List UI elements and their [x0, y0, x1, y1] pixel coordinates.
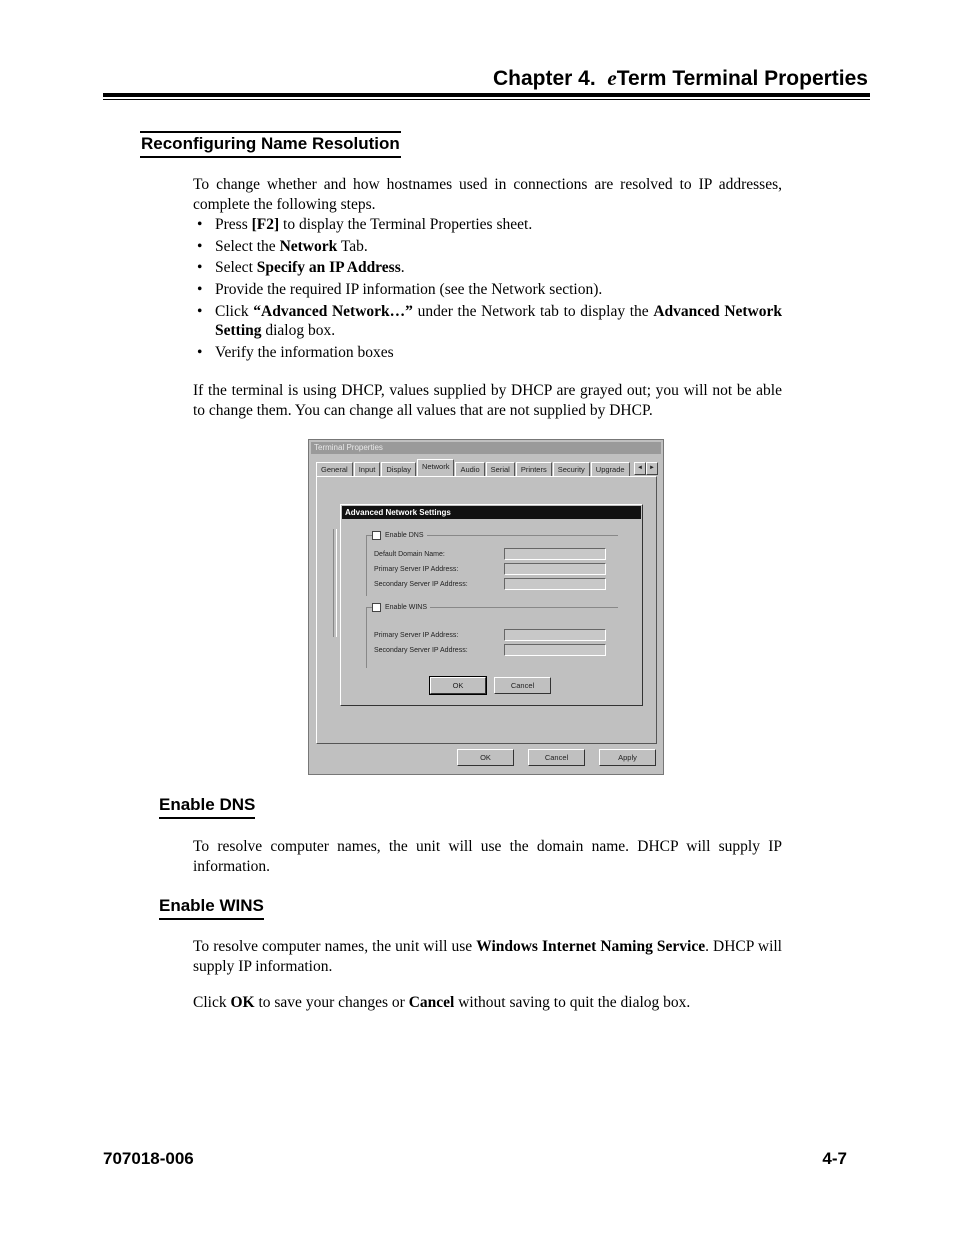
- checkbox-icon: [372, 531, 381, 540]
- chapter-title: [493, 66, 868, 91]
- enable-dns-checkbox[interactable]: Enable DNS: [372, 531, 427, 540]
- list-item: • Select Specify an IP Address.: [193, 258, 782, 278]
- dhcp-note: If the terminal is using DHCP, values supplied by DHCP are grayed out; you will not be able to change them. You can change all values that are not supplied by DHCP.: [193, 382, 782, 419]
- list-item: • Press [F2] to display the Terminal Properties sheet.: [193, 215, 782, 235]
- panel-divider: [333, 529, 337, 637]
- chapter-prefix: Chapter 4.: [492, 67, 596, 90]
- default-domain-name-field: Default Domain Name:: [374, 548, 610, 561]
- header-rule-thin: [103, 99, 870, 100]
- terminal-properties-screenshot: [308, 439, 664, 775]
- window-titlebar: Terminal Properties: [311, 442, 661, 454]
- list-item: • Provide the required IP information (see the Network section).: [193, 280, 782, 300]
- tab-scroll-arrows: [634, 462, 658, 475]
- tab-scroll-left-icon[interactable]: ◄: [634, 462, 646, 475]
- dialog-title: Advanced Network Settings: [342, 506, 641, 519]
- closing-paragraph: Click OK to save your changes or Cancel without saving to quit the dialog box.: [193, 994, 691, 1011]
- enable-wins-checkbox[interactable]: Enable WINS: [372, 603, 430, 612]
- tab-display[interactable]: Display: [381, 462, 416, 476]
- dns-primary-ip-field: Primary Server IP Address:: [374, 563, 610, 576]
- dns-secondary-ip-field: Secondary Server IP Address:: [374, 578, 610, 591]
- chapter-e-letter: e: [607, 66, 617, 90]
- document-number: 707018-006: [103, 1149, 194, 1168]
- dialog-cancel-button[interactable]: Cancel: [494, 677, 551, 694]
- checkbox-icon: [372, 603, 381, 612]
- list-item: • Verify the information boxes: [193, 343, 782, 363]
- chapter-rest: Term Terminal Properties: [616, 67, 868, 90]
- wins-secondary-ip-field: Secondary Server IP Address:: [374, 644, 610, 657]
- default-domain-name-input[interactable]: [504, 548, 606, 560]
- wins-primary-ip-input[interactable]: [504, 629, 606, 641]
- section-heading-enable-dns: Enable DNS: [159, 795, 255, 819]
- tab-audio[interactable]: Audio: [455, 462, 484, 476]
- tab-strip: [316, 462, 631, 476]
- properties-apply-button[interactable]: Apply: [599, 749, 656, 766]
- dns-secondary-ip-input[interactable]: [504, 578, 606, 590]
- tab-printers[interactable]: Printers: [516, 462, 552, 476]
- section-heading-enable-wins: Enable WINS: [159, 896, 264, 920]
- tab-general[interactable]: General: [316, 462, 353, 476]
- intro-paragraph: To change whether and how hostnames used in connections are resolved to IP addresses, complete the following steps.: [193, 176, 782, 213]
- advanced-network-dialog: [340, 504, 643, 706]
- header-rule-thick: [103, 93, 870, 97]
- dialog-ok-button[interactable]: OK: [430, 677, 486, 694]
- tab-scroll-right-icon[interactable]: ►: [646, 462, 658, 475]
- dns-primary-ip-input[interactable]: [504, 563, 606, 575]
- wins-secondary-ip-input[interactable]: [504, 644, 606, 656]
- properties-cancel-button[interactable]: Cancel: [528, 749, 585, 766]
- tab-security[interactable]: Security: [553, 462, 590, 476]
- steps-list: [193, 215, 782, 365]
- tab-network[interactable]: Network: [417, 459, 455, 476]
- tab-input[interactable]: Input: [354, 462, 381, 476]
- list-item: • Click “Advanced Network…” under the Network tab to display the Advanced Network Setting dialog box.: [193, 302, 782, 341]
- tab-serial[interactable]: Serial: [486, 462, 515, 476]
- wins-primary-ip-field: Primary Server IP Address:: [374, 629, 610, 642]
- enable-dns-paragraph: To resolve computer names, the unit will use the domain name. DHCP will supply IP information.: [193, 838, 782, 875]
- page-number: 4-7: [822, 1149, 847, 1168]
- enable-wins-paragraph: To resolve computer names, the unit will use Windows Internet Naming Service. DHCP will supply IP information.: [193, 938, 782, 975]
- list-item: • Select the Network Tab.: [193, 237, 782, 257]
- section-heading-name-resolution: Reconfiguring Name Resolution: [140, 131, 401, 158]
- properties-ok-button[interactable]: OK: [457, 749, 514, 766]
- tab-upgrade[interactable]: Upgrade: [591, 462, 630, 476]
